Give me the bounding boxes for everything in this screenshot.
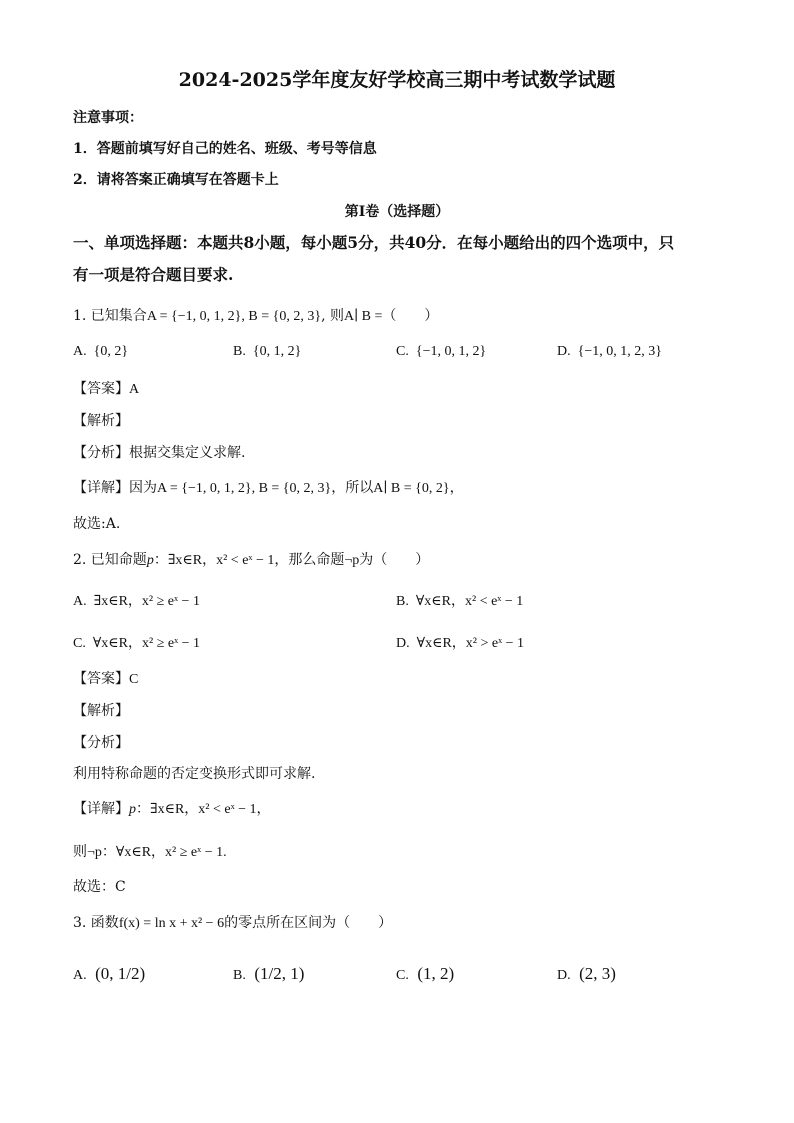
part-title: 第I卷（选择题） bbox=[344, 204, 450, 220]
answer-line: 【答案】C bbox=[73, 671, 139, 687]
option-c[interactable]: C. {−1, 0, 1, 2} bbox=[396, 344, 487, 359]
jiexi-tag: 【解析】 bbox=[73, 703, 129, 719]
option-d[interactable]: D. {−1, 0, 1, 2, 3} bbox=[557, 344, 662, 359]
notice-item: 1．答题前填写好自己的姓名、班级、考号等信息 bbox=[73, 141, 377, 157]
math-expression: f(x) = ln x + x² − 6 bbox=[118, 916, 225, 931]
question-3-stem: 3. 函数f(x) = ln x + x² − 6的零点所在区间为（ ） bbox=[73, 915, 393, 931]
math-expression: ¬p bbox=[87, 845, 102, 860]
notice-heading: 注意事项： bbox=[73, 110, 143, 126]
section-heading-cont: 有一项是符合题目要求. bbox=[73, 265, 234, 284]
math-expression: ∀x∈R，x² ≥ eˣ − 1. bbox=[115, 845, 227, 860]
notice-item: 2．请将答案正确填写在答题卡上 bbox=[73, 172, 279, 188]
math-expression: A = {−1, 0, 1, 2}, B = {0, 2, 3} bbox=[146, 309, 322, 324]
option-a[interactable]: A. {0, 2} bbox=[73, 344, 129, 359]
math-expression: A∣ B = bbox=[343, 309, 383, 324]
jiexi-tag: 【解析】 bbox=[73, 413, 129, 429]
math-expression: ∃x∈R，x² < eˣ − 1 bbox=[167, 553, 275, 568]
option-a[interactable]: A. ∃x∈R，x² ≥ eˣ − 1 bbox=[73, 594, 200, 609]
option-b[interactable]: B. {0, 1, 2} bbox=[233, 344, 302, 359]
option-c[interactable]: C. (1, 2) bbox=[396, 964, 455, 983]
detail-line: 【详解】p：∃x∈R，x² < eˣ − 1， bbox=[73, 801, 271, 817]
analysis-line: 【分析】根据交集定义求解. bbox=[73, 445, 246, 461]
question-2-stem: 2. 已知命题p：∃x∈R，x² < eˣ − 1，那么命题¬p为（ ） bbox=[73, 552, 430, 568]
math-expression: ¬p bbox=[344, 553, 360, 568]
option-b[interactable]: B. (1/2, 1) bbox=[233, 964, 305, 983]
math-expression: A = {−1, 0, 1, 2}, B = {0, 2, 3} bbox=[157, 481, 332, 496]
option-d[interactable]: D. (2, 3) bbox=[557, 964, 616, 983]
conclusion-line: 故选:A. bbox=[73, 516, 121, 532]
question-1-stem: 1. 已知集合A = {−1, 0, 1, 2}, B = {0, 2, 3}, 则A∣ B =（ ） bbox=[73, 308, 439, 324]
math-expression: ∃x∈R，x² < eˣ − 1， bbox=[150, 802, 271, 817]
detail-then-line: 则¬p：∀x∈R，x² ≥ eˣ − 1. bbox=[73, 844, 227, 860]
page-title: 2024-2025学年度友好学校高三期中考试数学试题 bbox=[178, 69, 616, 91]
detail-line: 【详解】因为A = {−1, 0, 1, 2}, B = {0, 2, 3}，所以A∣ B = {0, 2}， bbox=[73, 480, 464, 496]
option-d[interactable]: D. ∀x∈R，x² > eˣ − 1 bbox=[396, 636, 525, 651]
option-b[interactable]: B. ∀x∈R，x² < eˣ − 1 bbox=[396, 594, 524, 609]
analysis-tag: 【分析】 bbox=[73, 735, 129, 751]
option-a[interactable]: A. (0, 1/2) bbox=[73, 964, 146, 983]
math-expression: A∣ B = {0, 2} bbox=[373, 481, 450, 496]
conclusion-line: 故选：C bbox=[73, 879, 126, 895]
option-c[interactable]: C. ∀x∈R，x² ≥ eˣ − 1 bbox=[73, 636, 201, 651]
section-heading: 一、单项选择题：本题共8小题，每小题5分，共40分．在每小题给出的四个选项中，只 bbox=[73, 233, 675, 252]
analysis-text: 利用特称命题的否定变换形式即可求解. bbox=[73, 766, 316, 782]
answer-line: 【答案】A bbox=[73, 381, 140, 397]
